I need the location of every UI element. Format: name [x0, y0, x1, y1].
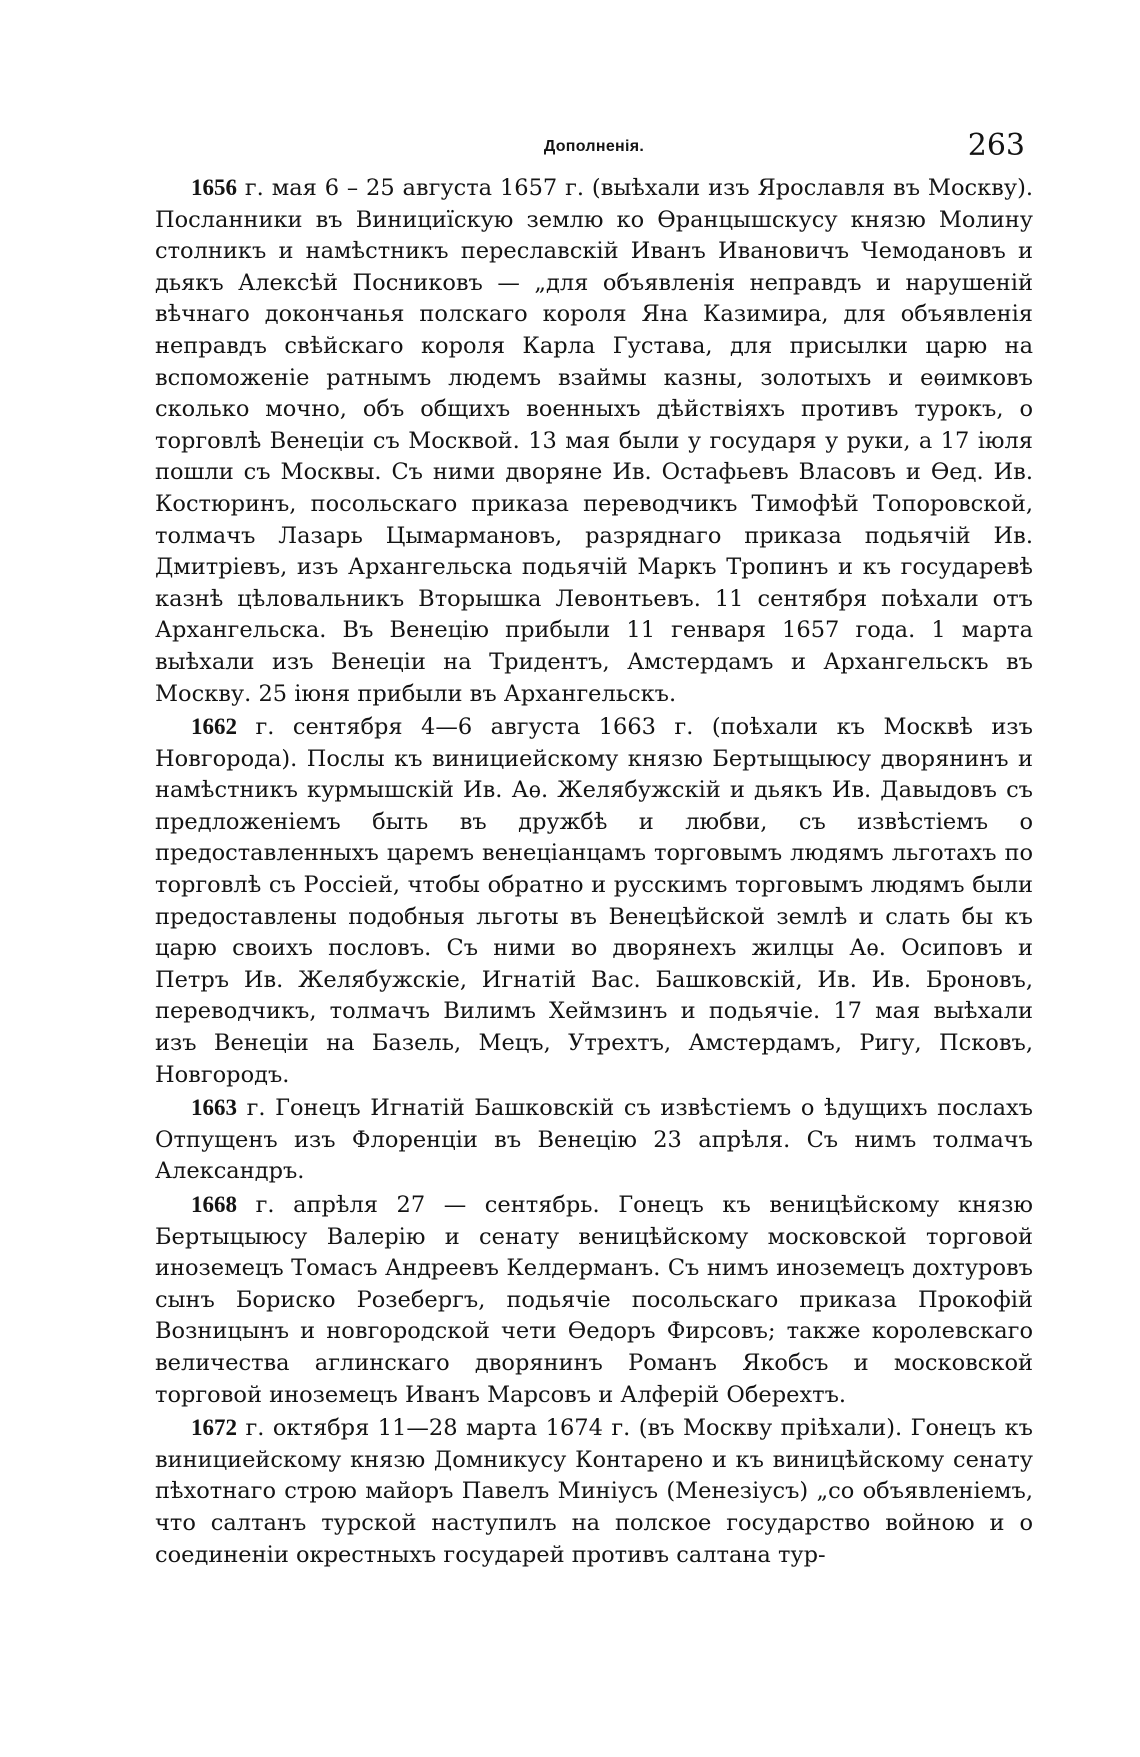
entries-list [155, 172, 1033, 1571]
entry-year: 1662 [191, 714, 237, 740]
entry-1663 [155, 1092, 1033, 1188]
entry-year: 1663 [191, 1095, 237, 1121]
entry-year: 1656 [191, 175, 237, 200]
running-head [155, 128, 1033, 168]
entry-text: г. Гонецъ Игнатій Башковскій съ извѣстіемъ о ѣдущихъ послахъ Отпущенъ изъ Флоренціи въ Венецію 23 апрѣля. Съ нимъ толмачъ Александръ. [155, 1095, 1033, 1185]
entry-1672 [155, 1412, 1033, 1571]
entry-text: г. апрѣля 27 — сентябрь. Гонецъ къ веницѣйскому князю Бертыцыюсу Валерію и сенату веницѣйскому московской торговой иноземецъ Томасъ Андреевъ Келдерманъ. Съ нимъ иноземецъ дохтуровъ сынъ Бориско Розебергъ, подьячіе посольскаго приказа Прокофій Возницынъ и новгородской чети Ѳедоръ Фирсовъ; также королевскаго величества аглинскаго дворянинъ Романъ Якобсъ и московской торговой иноземецъ Иванъ Марсовъ и Алферій Оберехтъ. [155, 1192, 1033, 1408]
book-page [155, 128, 1033, 1572]
entry-1662 [155, 711, 1033, 1091]
entry-year: 1668 [191, 1192, 237, 1217]
entry-text: г. октября 11—28 марта 1674 г. (въ Москву пріѣхали). Гонецъ къ винициейскому князю Домникусу Контарено и къ виницѣйскому сенату пѣхотнаго строю майоръ Павелъ Миніусъ (Менезіусъ) „со объявленіемъ, что салтанъ турской наступилъ на полское государство войною и о соединеніи окрестныхъ государей противъ салтана тур- [155, 1415, 1033, 1568]
page-number: 263 [967, 128, 1025, 163]
entry-1656 [155, 172, 1033, 710]
entry-text: г. мая 6 – 25 августа 1657 г. (выѣхали изъ Ярославля въ Москву). Посланники въ Винициїскую землю ко Ѳранцышскусу князю Молину столникъ и намѣстникъ переславскій Иванъ Ивановичъ Чемодановъ и дьякъ Алексѣй Посниковъ — „для объявленія неправдъ и нарушеній вѣчнаго докончанья полскаго короля Яна Казимира, для объявленія неправдъ свѣйскаго короля Карла Густава, для присылки царю на вспоможеніе ратнымъ людемъ взаймы казны, золотыхъ и еѳимковъ сколько мочно, объ общихъ военныхъ дѣйствіяхъ противъ турокъ, о торговлѣ Венеціи съ Москвой. 13 мая были у государя у руки, а 17 іюля пошли съ Москвы. Съ ними дворяне Ив. Остафьевъ Власовъ и Ѳед. Ив. Костюринъ, посольскаго приказа переводчикъ Тимофѣй Топоровской, толмачъ Лазарь Цымармановъ, разряднаго приказа подьячій Ив. Дмитріевъ, изъ Архангельска подьячій Маркъ Тропинъ и къ государевѣ казнѣ цѣловальникъ Вторышка Левонтьевъ. 11 сентября поѣхали отъ Архангельска. Въ Венецію прибыли 11 генваря 1657 года. 1 марта выѣхали изъ Венеціи на Тридентъ, Амстердамъ и Архангельскъ въ Москву. 25 іюня прибыли въ Архангельскъ. [155, 175, 1033, 707]
entry-1668 [155, 1189, 1033, 1411]
page-title: Дополненія. [543, 138, 645, 155]
entry-year: 1672 [191, 1415, 237, 1441]
entry-text: г. сентября 4—6 августа 1663 г. (поѣхали къ Москвѣ изъ Новгорода). Послы къ винициейскому князю Бертыщыюсу дворянинъ и намѣстникъ курмышскій Ив. Аѳ. Желябужскій и дьякъ Ив. Давыдовъ съ предложеніемъ быть въ дружбѣ и любви, съ извѣстіемъ о предоставленныхъ царемъ венеціанцамъ торговымъ людямъ льготахъ по торговлѣ съ Россіей, чтобы обратно и русскимъ торговымъ людямъ были предоставлены подобныя льготы въ Венецѣйской землѣ и слать бы къ царю своихъ пословъ. Съ ними во дворянехъ жилцы Аѳ. Осиповъ и Петръ Ив. Желябужскіе, Игнатій Вас. Башковскій, Ив. Ив. Броновъ, переводчикъ, толмачъ Вилимъ Хеймзинъ и подьячіе. 17 мая выѣхали изъ Венеціи на Базель, Мецъ, Утрехтъ, Амстердамъ, Ригу, Псковъ, Новгородъ. [155, 714, 1033, 1088]
